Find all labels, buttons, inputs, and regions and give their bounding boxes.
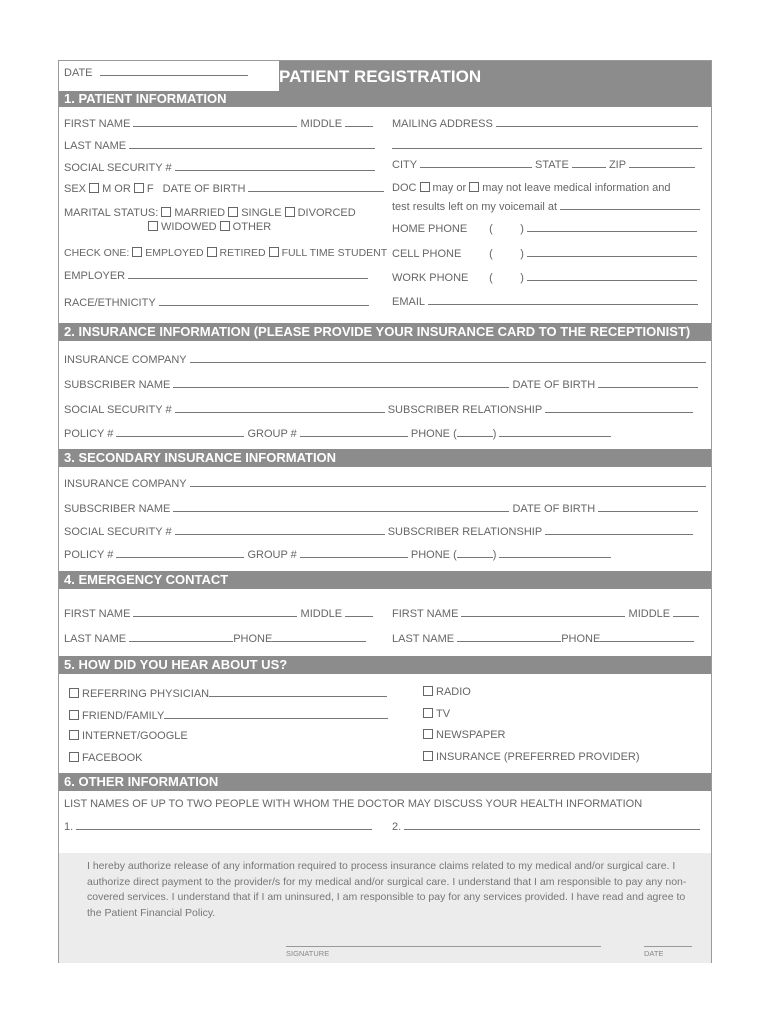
voicemail-permission[interactable]: DOC may or may not leave medical information and [392,182,671,194]
employment-field[interactable]: CHECK ONE: EMPLOYED RETIRED FULL TIME STUDENT [64,247,388,259]
page-title: PATIENT REGISTRATION [279,67,482,86]
registration-form [58,60,712,963]
date-label: DATE [64,67,93,79]
email-field[interactable]: EMAIL [392,295,698,308]
discuss-person-2[interactable]: 2. [392,820,700,833]
work-phone-field[interactable]: WORK PHONE ( ) [392,271,697,284]
emergency-name-1[interactable]: FIRST NAME MIDDLE [64,607,373,620]
section-1-header: 1. PATIENT INFORMATION [59,91,711,107]
section-2-header: 2. INSURANCE INFORMATION (PLEASE PROVIDE YOUR INSURANCE CARD TO THE RECEPTIONIST) [59,323,711,341]
other-checkbox[interactable] [220,221,230,231]
radio-option[interactable]: RADIO [423,686,471,698]
city-state-zip-field[interactable]: CITY STATE ZIP [392,158,695,171]
insurance-ssn-field[interactable]: SOCIAL SECURITY # SUBSCRIBER RELATIONSHIP [64,403,693,416]
divorced-checkbox[interactable] [285,207,295,217]
widowed-checkbox[interactable] [148,221,158,231]
friend-option[interactable]: FRIEND/FAMILY [69,709,388,722]
internet-option[interactable]: INTERNET/GOOGLE [69,730,188,742]
married-checkbox[interactable] [161,207,171,217]
signature-label: SIGNATURE [286,949,330,958]
home-phone-field[interactable]: HOME PHONE ( ) [392,222,697,235]
insurance-company-field[interactable]: INSURANCE COMPANY [64,353,706,366]
date-field[interactable] [64,66,248,79]
marital-status-field[interactable]: MARITAL STATUS: MARRIED SINGLE DIVORCED [64,207,356,219]
voicemail-number-field[interactable]: test results left on my voicemail at [392,200,700,213]
mailing-address-field[interactable]: MAILING ADDRESS [392,117,698,130]
section-5-header: 5. HOW DID YOU HEAR ABOUT US? [59,656,711,674]
secondary-policy-field[interactable]: POLICY # GROUP # PHONE ( ) [64,548,611,561]
section-4-header: 4. EMERGENCY CONTACT [59,571,711,589]
mailing-address-line2[interactable] [392,139,702,152]
emergency-name-2[interactable]: FIRST NAME MIDDLE [392,607,699,620]
section-6-header: 6. OTHER INFORMATION [59,773,711,791]
may-not-checkbox[interactable] [469,182,479,192]
referring-option[interactable]: REFERRING PHYSICIAN [69,687,387,700]
may-checkbox[interactable] [420,182,430,192]
student-checkbox[interactable] [269,247,279,257]
date-line[interactable] [644,946,692,947]
authorization-box [59,853,711,963]
male-checkbox[interactable] [89,183,99,193]
insurance-option[interactable]: INSURANCE (PREFERRED PROVIDER) [423,751,640,763]
sex-dob-field[interactable]: SEX M OR F DATE OF BIRTH [64,182,384,195]
first-name-field[interactable]: FIRST NAME MIDDLE [64,117,373,130]
footer-date-label: DATE [644,949,664,958]
emergency-last-phone-1[interactable]: LAST NAME PHONE [64,632,366,645]
cell-phone-field[interactable]: CELL PHONE ( ) [392,247,697,260]
secondary-company-field[interactable]: INSURANCE COMPANY [64,477,706,490]
section-3-header: 3. SECONDARY INSURANCE INFORMATION [59,449,711,467]
tv-option[interactable]: TV [423,708,450,720]
policy-group-phone-field[interactable]: POLICY # GROUP # PHONE ( ) [64,427,611,440]
single-checkbox[interactable] [228,207,238,217]
race-field[interactable]: RACE/ETHNICITY [64,296,369,309]
discuss-instructions: LIST NAMES OF UP TO TWO PEOPLE WITH WHOM THE DOCTOR MAY DISCUSS YOUR HEALTH INFORMATION [64,798,643,810]
employer-field[interactable]: EMPLOYER [64,269,368,282]
retired-checkbox[interactable] [207,247,217,257]
ssn-field[interactable]: SOCIAL SECURITY # [64,161,375,174]
facebook-option[interactable]: FACEBOOK [69,752,143,764]
female-checkbox[interactable] [134,183,144,193]
newspaper-option[interactable]: NEWSPAPER [423,729,505,741]
employed-checkbox[interactable] [132,247,142,257]
discuss-person-1[interactable]: 1. [64,820,372,833]
last-name-field[interactable]: LAST NAME [64,139,375,152]
authorization-text: I hereby authorize release of any information required to process insurance claims related to my medical and/or surgical care. I authorize direct payment to the provider/s for my medical and/or surgical care. I understand that I am responsible to pay any non-covered services. I understand that if I am uninsured, I am responsible to pay for any services provided. I have read and agree to the Patient Financial Policy. [87,860,687,919]
emergency-last-phone-2[interactable]: LAST NAME PHONE [392,632,694,645]
marital-status-row2[interactable]: WIDOWED OTHER [148,221,271,233]
secondary-subscriber-field[interactable]: SUBSCRIBER NAME DATE OF BIRTH [64,502,698,515]
subscriber-name-field[interactable]: SUBSCRIBER NAME DATE OF BIRTH [64,378,698,391]
signature-line[interactable] [286,946,601,947]
secondary-ssn-field[interactable]: SOCIAL SECURITY # SUBSCRIBER RELATIONSHIP [64,525,693,538]
